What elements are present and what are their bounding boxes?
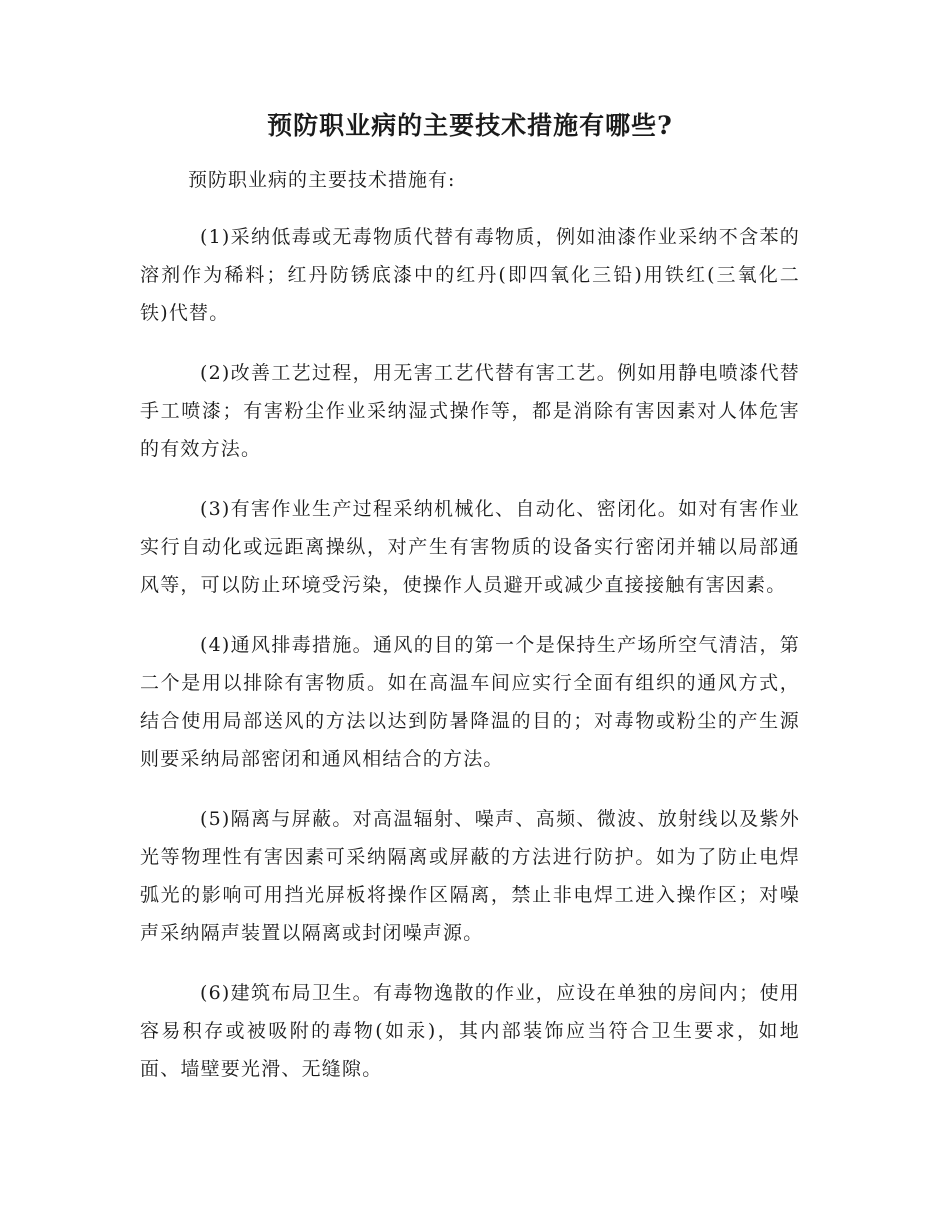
intro-paragraph: 预防职业病的主要技术措施有: — [188, 169, 456, 191]
document-title: 预防职业病的主要技术措施有哪些? — [267, 111, 673, 140]
paragraph-2: (2)改善工艺过程，用无害工艺代替有害工艺。例如用静电喷漆代替手工喷漆；有害粉尘作业采纳湿式操作等，都是消除有害因素对人体危害的有效方法。 — [140, 362, 800, 460]
paragraph-5: (5)隔离与屏蔽。对高温辐射、噪声、高频、微波、放射线以及紫外光等物理性有害因素可采纳隔离或屏蔽的方法进行防护。如为了防止电焊弧光的影响可用挡光屏板将操作区隔离，禁止非电焊工进入操作区；对噪声采纳隔声装置以隔离或封闭噪声源。 — [140, 808, 800, 944]
document-page — [140, 108, 800, 1110]
paragraph-6: (6)建筑布局卫生。有毒物逸散的作业，应设在单独的房间内；使用容易积存或被吸附的毒物(如汞)，其内部装饰应当符合卫生要求，如地面、墙壁要光滑、无缝隙。 — [140, 982, 800, 1080]
paragraph-1: (1)采纳低毒或无毒物质代替有毒物质，例如油漆作业采纳不含苯的溶剂作为稀料；红丹防锈底漆中的红丹(即四氧化三铅)用铁红(三氧化二铁)代替。 — [140, 226, 800, 324]
paragraph-4: (4)通风排毒措施。通风的目的第一个是保持生产场所空气清洁，第二个是用以排除有害物质。如在高温车间应实行全面有组织的通风方式，结合使用局部送风的方法以达到防暑降温的目的；对毒物或粉尘的产生源则要采纳局部密闭和通风相结合的方法。 — [140, 634, 800, 770]
paragraph-3: (3)有害作业生产过程采纳机械化、自动化、密闭化。如对有害作业实行自动化或远距离操纵，对产生有害物质的设备实行密闭并辅以局部通风等，可以防止环境受污染，使操作人员避开或减少直接接触有害因素。 — [140, 498, 800, 596]
